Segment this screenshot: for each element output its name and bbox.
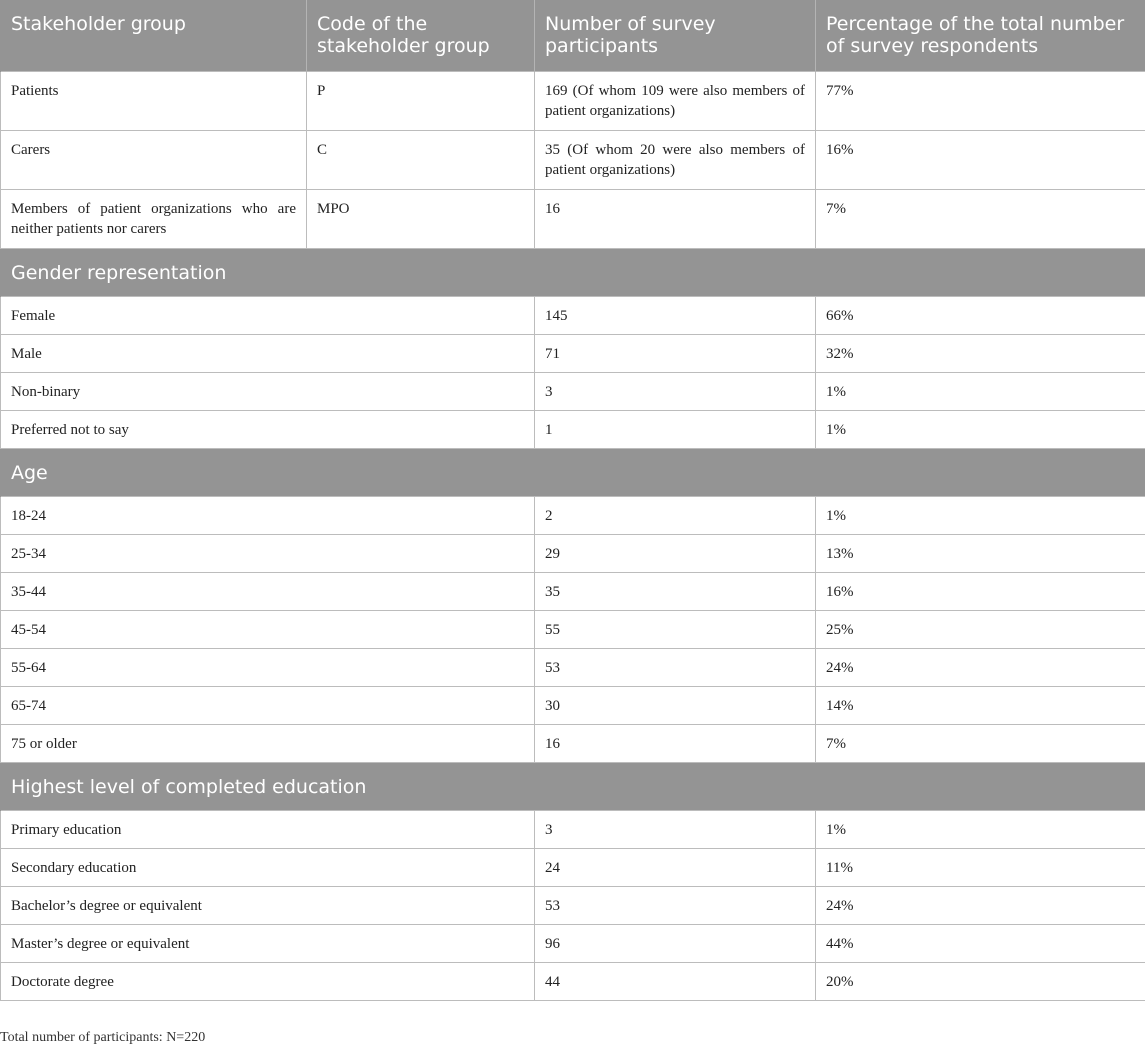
header-code: Code of the stakeholder group: [307, 0, 535, 71]
stakeholder-code-cell: C: [307, 130, 535, 189]
section-title-age: Age: [1, 448, 1145, 496]
table-row: [1, 610, 1145, 648]
table-row: [1, 848, 1145, 886]
category-cell: 35-44: [1, 572, 535, 610]
number-cell: 71: [535, 334, 816, 372]
category-cell: Non-binary: [1, 372, 535, 410]
table-row: [1, 572, 1145, 610]
category-cell: 18-24: [1, 496, 535, 534]
percent-cell: 77%: [816, 71, 1145, 130]
percent-cell: 14%: [816, 686, 1145, 724]
number-cell: 96: [535, 924, 816, 962]
section-header-age: [1, 448, 1145, 496]
category-cell: 65-74: [1, 686, 535, 724]
percent-cell: 20%: [816, 962, 1145, 1000]
percent-cell: 25%: [816, 610, 1145, 648]
percent-cell: 16%: [816, 130, 1145, 189]
percent-cell: 24%: [816, 648, 1145, 686]
percent-cell: 1%: [816, 810, 1145, 848]
number-cell: 169 (Of whom 109 were also members of patient organizations): [535, 71, 816, 130]
category-cell: Master’s degree or equivalent: [1, 924, 535, 962]
stakeholder-group-cell: Carers: [1, 130, 307, 189]
header-stakeholder-group: Stakeholder group: [1, 0, 307, 71]
table-footnote: Total number of participants: N=220: [0, 1030, 206, 1045]
category-cell: 55-64: [1, 648, 535, 686]
percent-cell: 32%: [816, 334, 1145, 372]
header-percentage: Percentage of the total number of survey respondents: [816, 0, 1145, 71]
table-row: [1, 71, 1145, 130]
percent-cell: 1%: [816, 410, 1145, 448]
header-number: Number of survey participants: [535, 0, 816, 71]
number-cell: 24: [535, 848, 816, 886]
table-row: [1, 886, 1145, 924]
table-row: [1, 924, 1145, 962]
category-cell: Secondary education: [1, 848, 535, 886]
section-header-gender: [1, 248, 1145, 296]
table-row: [1, 372, 1145, 410]
category-cell: Primary education: [1, 810, 535, 848]
number-cell: 30: [535, 686, 816, 724]
table-row: [1, 724, 1145, 762]
number-cell: 145: [535, 296, 816, 334]
table-row: [1, 130, 1145, 189]
percent-cell: 13%: [816, 534, 1145, 572]
number-cell: 2: [535, 496, 816, 534]
number-cell: 29: [535, 534, 816, 572]
table-row: [1, 648, 1145, 686]
category-cell: Preferred not to say: [1, 410, 535, 448]
number-cell: 35 (Of whom 20 were also members of patient organizations): [535, 130, 816, 189]
section-title-gender: Gender representation: [1, 248, 1145, 296]
table-row: [1, 189, 1145, 248]
table-row: [1, 496, 1145, 534]
number-cell: 1: [535, 410, 816, 448]
category-cell: 75 or older: [1, 724, 535, 762]
table-row: [1, 296, 1145, 334]
number-cell: 16: [535, 724, 816, 762]
percent-cell: 66%: [816, 296, 1145, 334]
percent-cell: 16%: [816, 572, 1145, 610]
table-row: [1, 810, 1145, 848]
category-cell: Bachelor’s degree or equivalent: [1, 886, 535, 924]
number-cell: 3: [535, 372, 816, 410]
category-cell: Male: [1, 334, 535, 372]
table-row: [1, 410, 1145, 448]
number-cell: 44: [535, 962, 816, 1000]
stakeholder-group-cell: Members of patient organizations who are neither patients nor carers: [1, 189, 307, 248]
number-cell: 16: [535, 189, 816, 248]
stakeholder-code-cell: P: [307, 71, 535, 130]
table-row: [1, 534, 1145, 572]
stakeholder-code-cell: MPO: [307, 189, 535, 248]
stakeholder-group-cell: Patients: [1, 71, 307, 130]
percent-cell: 24%: [816, 886, 1145, 924]
number-cell: 55: [535, 610, 816, 648]
percent-cell: 7%: [816, 724, 1145, 762]
percent-cell: 11%: [816, 848, 1145, 886]
category-cell: 45-54: [1, 610, 535, 648]
number-cell: 53: [535, 886, 816, 924]
section-title-education: Highest level of completed education: [1, 762, 1145, 810]
table-row: [1, 686, 1145, 724]
percent-cell: 1%: [816, 372, 1145, 410]
number-cell: 53: [535, 648, 816, 686]
table-header-row: [1, 0, 1145, 71]
category-cell: 25-34: [1, 534, 535, 572]
percent-cell: 1%: [816, 496, 1145, 534]
number-cell: 3: [535, 810, 816, 848]
table-row: [1, 962, 1145, 1000]
percent-cell: 7%: [816, 189, 1145, 248]
category-cell: Female: [1, 296, 535, 334]
number-cell: 35: [535, 572, 816, 610]
table-row: [1, 334, 1145, 372]
section-header-education: [1, 762, 1145, 810]
category-cell: Doctorate degree: [1, 962, 535, 1000]
percent-cell: 44%: [816, 924, 1145, 962]
